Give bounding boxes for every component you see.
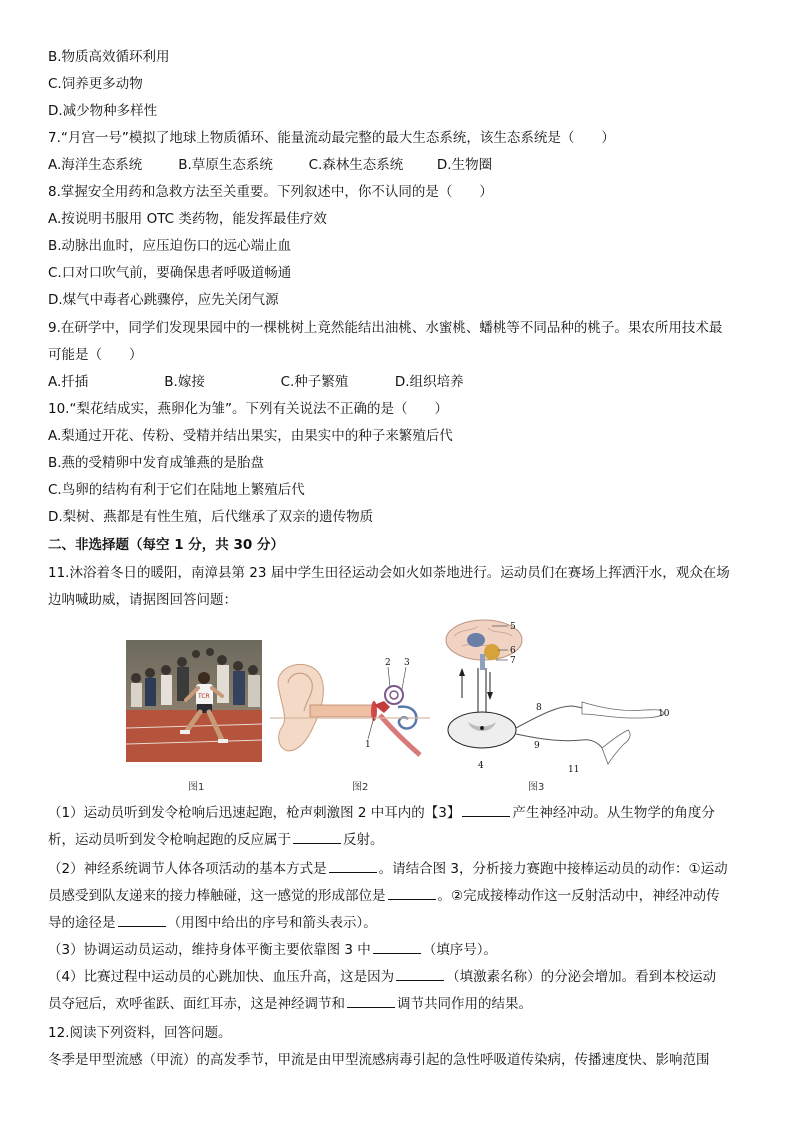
answer-blank[interactable] xyxy=(396,968,444,981)
q8-option-c: C.口对口吹气前，要确保患者呼吸道畅通 xyxy=(48,265,292,281)
reflex-label-5: 5 xyxy=(510,622,516,632)
q11-part1: （1）运动员听到发令枪响后迅速起跑，枪声刺激图 2 中耳内的【3】 产生神经冲动。从生物学的角度分 析，运动员听到发令枪响起跑的反应属于 反射。 xyxy=(48,805,715,848)
q9-option-b: B.嫁接 xyxy=(164,374,205,390)
figure1-runner-photo xyxy=(126,640,262,762)
q8-option-a: A.按说明书服用 OTC 类药物，能发挥最佳疗效 xyxy=(48,211,327,227)
q11-part4: （4）比赛过程中运动员的心跳加快、血压升高，这是因为 （填激素名称）的分泌会增加。看到本校运动 员夺冠后，欢呼雀跃、面红耳赤，这是神经调节和 调节共同作用的结果。 xyxy=(48,969,717,1012)
q9-option-d: D.组织培养 xyxy=(394,374,464,390)
q6-option-b: B.物质高效循环利用 xyxy=(48,49,170,65)
figure2-caption: 图2 xyxy=(352,782,369,793)
runner-photo-illustration xyxy=(126,640,262,762)
q6-option-c: C.饲养更多动物 xyxy=(48,76,143,92)
q8-stem: 8.掌握安全用药和急救方法至关重要。下列叙述中，你不认同的是（ ） xyxy=(48,184,493,200)
q11-part3: （3）协调运动员运动，维持身体平衡主要依靠图 3 中 （填序号）。 xyxy=(48,942,498,958)
q8-option-d: D.煤气中毒者心跳骤停，应先关闭气源 xyxy=(48,292,279,308)
ear-anatomy-illustration xyxy=(270,655,430,765)
q10-option-c: C.鸟卵的结构有利于它们在陆地上繁殖后代 xyxy=(48,482,305,498)
reflex-label-9: 9 xyxy=(534,741,540,751)
q7-options xyxy=(48,156,492,174)
answer-blank[interactable] xyxy=(388,887,436,900)
q9-option-a: A.扦插 xyxy=(48,374,89,390)
q9-stem-line2: 可能是（ ） xyxy=(48,347,143,363)
ear-label-1: 1 xyxy=(365,740,371,750)
q7-stem: 7.“月宫一号”模拟了地球上物质循环、能量流动最完整的最大生态系统，该生态系统是（ ） xyxy=(48,130,615,146)
q10-option-d: D.梨树、燕都是有性生殖，后代继承了双亲的遗传物质 xyxy=(48,509,374,525)
q7-option-d: D.生物圈 xyxy=(436,157,493,173)
q7-option-c: C.森林生态系统 xyxy=(308,157,404,173)
q10-stem: 10.“梨花结成实，燕卵化为雏”。下列有关说法不正确的是（ ） xyxy=(48,401,448,417)
reflex-arc-illustration xyxy=(432,618,680,778)
answer-blank[interactable] xyxy=(462,804,510,817)
ear-label-3: 3 xyxy=(404,658,410,668)
q12-material-text: 冬季是甲型流感（甲流）的高发季节，甲流是由甲型流感病毒引起的急性呼吸道传染病，传播速度快、影响范围 xyxy=(48,1052,710,1068)
q9-stem-line1: 9.在研学中，同学们发现果园中的一棵桃树上竟然能结出油桃、水蜜桃、蟠桃等不同品种的桃子。果农所用技术最 xyxy=(48,320,723,336)
q8-option-b: B.动脉出血时，应压迫伤口的远心端止血 xyxy=(48,238,292,254)
answer-blank[interactable] xyxy=(329,860,377,873)
q7-option-a: A.海洋生态系统 xyxy=(48,157,143,173)
reflex-label-10: 10 xyxy=(658,709,670,719)
q10-option-a: A.梨通过开花、传粉、受精并结出果实，由果实中的种子来繁殖后代 xyxy=(48,428,453,444)
figure1-caption: 图1 xyxy=(188,782,205,793)
runner-bib: TCR xyxy=(198,693,210,700)
reflex-label-4: 4 xyxy=(478,761,484,771)
reflex-label-7: 7 xyxy=(510,656,516,666)
q10-option-b: B.燕的受精卵中发育成雏燕的是胎盘 xyxy=(48,455,265,471)
reflex-label-11: 11 xyxy=(568,765,580,775)
ear-label-2: 2 xyxy=(385,658,391,668)
answer-blank[interactable] xyxy=(347,995,395,1008)
reflex-label-8: 8 xyxy=(536,703,542,713)
q7-option-b: B.草原生态系统 xyxy=(178,157,273,173)
section-heading: 二、非选择题（每空 1 分，共 30 分） xyxy=(48,537,284,553)
answer-blank[interactable] xyxy=(293,831,341,844)
q11-part2: （2）神经系统调节人体各项活动的基本方式是 。请结合图 3，分析接力赛跑中接棒运动员的动作：①运动 员感受到队友递来的接力棒触碰，这一感觉的形成部位是 。②完成接棒动作这一反射活动中，神经冲动传 导的途径是 （用图中给出的序号和箭头表示）。 xyxy=(48,861,728,931)
figure3-reflex-arc-diagram xyxy=(432,618,680,778)
answer-blank[interactable] xyxy=(118,914,166,927)
q9-option-c: C.种子繁殖 xyxy=(280,374,349,390)
q6-option-d: D.减少物种多样性 xyxy=(48,103,158,119)
figure3-caption: 图3 xyxy=(528,782,545,793)
q12-stem: 12.阅读下列资料，回答问题。 xyxy=(48,1025,232,1041)
q11-stem-line2: 边呐喊助威，请据图回答问题： xyxy=(48,592,237,608)
reflex-label-6: 6 xyxy=(510,646,516,656)
q9-options xyxy=(48,373,464,391)
figure2-ear-diagram xyxy=(270,655,430,765)
q11-stem-line1: 11.沐浴着冬日的暖阳，南漳县第 23 届中学生田径运动会如火如荼地进行。运动员们在赛场上挥洒汗水，观众在场 xyxy=(48,565,730,581)
answer-blank[interactable] xyxy=(373,941,421,954)
